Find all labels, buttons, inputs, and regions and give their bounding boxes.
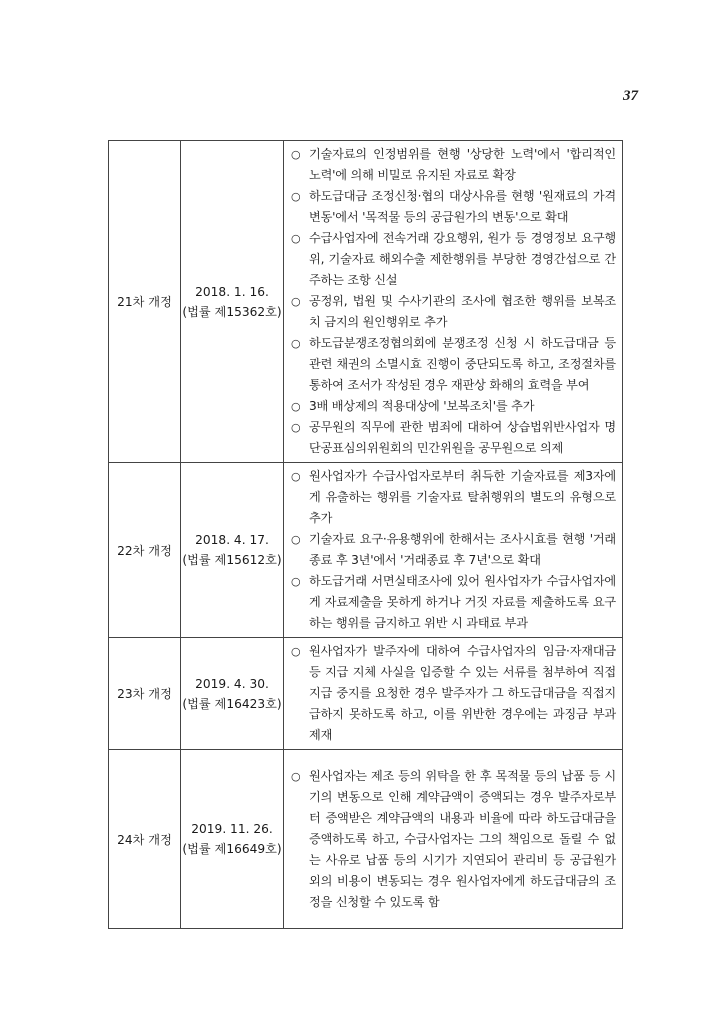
revision-cell [109,750,181,929]
amendment-item-list [290,144,616,459]
item-text: 원사업자가 수급사업자로부터 취득한 기술자료를 제3자에게 유출하는 행위를 기술자료 탈취행위의 별도의 유형으로 추가 [309,469,616,525]
list-item [290,291,616,333]
list-item [290,466,616,529]
revision-label: 21차 개정 [117,295,172,309]
date-cell [181,463,284,638]
amendment-table-body [109,141,623,929]
law-number: (법률 제15612호) [182,553,282,567]
list-item [290,396,616,417]
content-cell [284,141,623,463]
amendment-item-list [290,641,616,746]
date-cell [181,750,284,929]
revision-cell [109,463,181,638]
item-text: 원사업자가 발주자에 대하여 수급사업자의 임금·자재대금 등 지급 지체 사실을 입증할 수 있는 서류를 첨부하여 직접지급 중지를 요청한 경우 발주자가 그 하도급대금을 직접지급하지 못하도록 하고, 이를 위반한 경우에는 과징금 부과 제재 [309,644,616,742]
list-item [290,228,616,291]
revision-cell [109,638,181,750]
list-item [290,766,616,913]
circle-bullet-icon: ○ [291,421,301,434]
amendment-item-list [290,766,616,913]
circle-bullet-icon: ○ [291,337,301,350]
circle-bullet-icon: ○ [291,769,301,783]
revision-label: 22차 개정 [117,543,172,558]
circle-bullet-icon: ○ [291,645,301,658]
circle-bullet-icon: ○ [291,533,301,546]
page-number: 37 [623,88,638,104]
date-cell [181,638,284,750]
list-item [290,571,616,634]
list-item [290,641,616,746]
item-text: 기술자료 요구·유용행위에 한해서는 조사시효를 현행 '거래종료 후 3년'에서 '거래종료 후 7년'으로 확대 [309,532,616,567]
item-text: 하도급분쟁조정협의회에 분쟁조정 신청 시 하도급대금 등 관련 채권의 소멸시효 진행이 중단되도록 하고, 조정절차를 통하여 조서가 작성된 경우 재판상 화해의 효력을 부여 [309,336,616,392]
item-text: 수급사업자에 전속거래 강요행위, 원가 등 경영정보 요구행위, 기술자료 해외수출 제한행위를 부당한 경영간섭으로 간주하는 조항 신설 [309,231,616,287]
law-number: (법률 제16423호) [182,696,282,711]
amendment-date: 2018. 1. 16. [195,284,269,299]
item-text: 원사업자는 제조 등의 위탁을 한 후 목적물 등의 납품 등 시기의 변동으로 인해 계약금액이 증액되는 경우 발주자로부터 증액받은 계약금액의 내용과 비율에 따라 하도급대금을 증액하도록 하고, 수급사업자는 그의 책임으로 돌릴 수 없는 사유로 납품 등의 시기가 지연되어 관리비 등 공급원가 외의 비용이 변동되는 경우 원사업자에게 하도급대금의 조정을 신청할 수 있도록 함 [309,768,616,909]
list-item [290,186,616,228]
table-row [109,750,623,929]
amendment-date: 2019. 11. 26. [191,822,273,836]
content-cell [284,750,623,929]
amendment-date: 2018. 4. 17. [195,533,269,547]
list-item [290,144,616,186]
date-cell [181,141,284,463]
item-text: 하도급거래 서면실태조사에 있어 원사업자가 수급사업자에게 자료제출을 못하게 하거나 거짓 자료를 제출하도록 요구하는 행위를 금지하고 위반 시 과태료 부과 [309,574,616,630]
list-item [290,529,616,571]
amendment-table [108,140,623,929]
law-number: (법률 제15362호) [182,304,282,319]
circle-bullet-icon: ○ [291,470,301,483]
revision-label: 23차 개정 [117,687,172,701]
circle-bullet-icon: ○ [291,295,301,308]
list-item [290,417,616,459]
law-number: (법률 제16649호) [182,842,282,856]
circle-bullet-icon: ○ [291,148,301,161]
revision-label: 24차 개정 [117,832,172,847]
item-text: 기술자료의 인정범위를 현행 '상당한 노력'에서 '합리적인 노력'에 의해 비밀로 유지된 자료로 확장 [309,147,616,182]
item-text: 공무원의 직무에 관한 범죄에 대하여 상습법위반사업자 명단공표심의위원회의 민간위원을 공무원으로 의제 [309,420,616,455]
circle-bullet-icon: ○ [291,400,301,413]
circle-bullet-icon: ○ [291,232,301,245]
content-cell [284,463,623,638]
table-row [109,463,623,638]
amendment-date: 2019. 4. 30. [195,676,269,691]
table-row [109,141,623,463]
circle-bullet-icon: ○ [291,190,301,203]
item-text: 하도급대금 조정신청·협의 대상사유를 현행 '원재료의 가격변동'에서 '목적물 등의 공급원가의 변동'으로 확대 [309,189,616,224]
revision-cell [109,141,181,463]
item-text: 공정위, 법원 및 수사기관의 조사에 협조한 행위를 보복조치 금지의 원인행위로 추가 [309,294,616,329]
circle-bullet-icon: ○ [291,575,301,588]
table-row [109,638,623,750]
list-item [290,333,616,396]
content-cell [284,638,623,750]
item-text: 3배 배상제의 적용대상에 '보복조치'를 추가 [309,399,535,413]
amendment-item-list [290,466,616,634]
